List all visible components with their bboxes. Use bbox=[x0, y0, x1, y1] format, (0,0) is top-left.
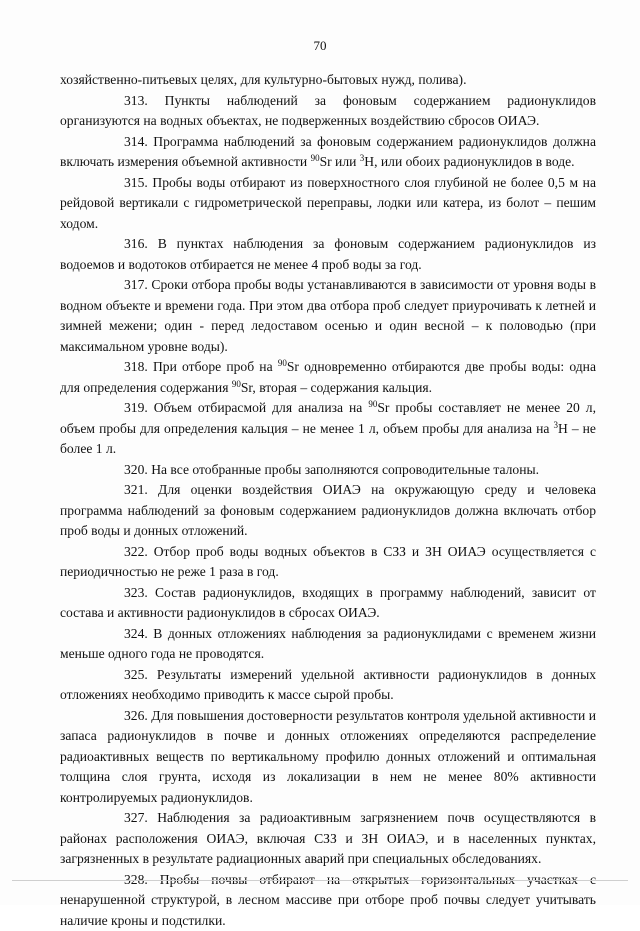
page-number: 70 bbox=[0, 38, 640, 54]
paragraph-text: Н – не более 1 л. bbox=[60, 421, 596, 457]
paragraph-text: 326. Для повышения достоверности результатов контроля удельной активности и запаса радионуклидов в почве и донных отложениях определяются распределение радиоактивных веществ по вертикальному профилю донных отложений и оптимальная толщина слоя грунта, исходя из локализации в нем не менее 80% активности контролируемых радионуклидов. bbox=[60, 708, 596, 805]
paragraph-text: Sr одновременно отбираются две пробы воды: одна для определения содержания bbox=[60, 359, 596, 395]
paragraph bbox=[60, 665, 596, 706]
paragraph-text: 322. Отбор проб воды водных объектов в СЗЗ и ЗН ОИАЭ осуществляется с периодичностью не реже 1 раза в год. bbox=[60, 544, 596, 580]
paragraph-text: 328. Пробы почвы отбирают на открытых горизонтальных участках с ненарушенной структурой, в лесном массиве при отборе проб почвы следует учитывать наличие кроны и подстилки. bbox=[60, 872, 596, 928]
paragraph bbox=[60, 275, 596, 357]
paragraph bbox=[60, 132, 596, 173]
paragraph-text: 315. Пробы воды отбирают из поверхностного слоя глубиной не более 0,5 м на рейдовой вертикали с гидрометрической переправы, лодки или катера, из болот – пешим ходом. bbox=[60, 175, 596, 231]
paragraph-text: 323. Состав радионуклидов, входящих в программу наблюдений, зависит от состава и активности радионуклидов в сбросах ОИАЭ. bbox=[60, 585, 596, 621]
paragraph bbox=[60, 542, 596, 583]
paragraph-text: 316. В пунктах наблюдения за фоновым содержанием радионуклидов из водоемов и водотоков отбирается не менее 4 проб воды за год. bbox=[60, 236, 596, 272]
paragraph-text: Sr пробы составляет не менее 20 л, объем пробы для определения кальция – не менее 1 л, объем пробы для анализа на bbox=[60, 400, 596, 436]
paragraph-text: 313. Пункты наблюдений за фоновым содержанием радионуклидов организуются на водных объектах, не подверженных воздействию сбросов ОИАЭ. bbox=[60, 93, 596, 129]
paragraph bbox=[60, 706, 596, 809]
paragraph-text: хозяйственно-питьевых целях, для культурно-бытовых нужд, полива). bbox=[60, 72, 466, 87]
paragraph bbox=[60, 357, 596, 398]
paragraph bbox=[60, 398, 596, 460]
paragraph bbox=[60, 460, 596, 481]
paragraph bbox=[60, 173, 596, 235]
paragraph-text: 321. Для оценки воздействия ОИАЭ на окружающую среду и человека программа наблюдений за фоновым содержанием радионуклидов должна включать отбор проб воды и донных отложений. bbox=[60, 482, 596, 538]
document-body bbox=[60, 70, 596, 931]
paragraph-text: 327. Наблюдения за радиоактивным загрязнением почв осуществляются в районах расположения ОИАЭ, включая СЗЗ и ЗН ОИАЭ, и в населенных пунктах, загрязненных в результате радиационных аварий при специальных обследованиях. bbox=[60, 810, 596, 866]
paragraph-text: 324. В донных отложениях наблюдения за радионуклидами с временем жизни меньше одного года не проводятся. bbox=[60, 626, 596, 662]
paragraph-text: 318. При отборе проб на bbox=[124, 359, 278, 374]
isotope-mass-number: 90 bbox=[278, 358, 287, 368]
paragraph bbox=[60, 91, 596, 132]
paragraph-text: 320. На все отобранные пробы заполняются сопроводительные талоны. bbox=[124, 462, 539, 477]
paragraph bbox=[60, 870, 596, 931]
paragraph-text: Н, или обоих радионуклидов в воде. bbox=[364, 154, 574, 169]
isotope-mass-number: 3 bbox=[360, 153, 365, 163]
paragraph-text: 317. Сроки отбора пробы воды устанавливаются в зависимости от уровня воды в водном объекте и времени года. При этом два отбора проб следует приурочивать к летней и зимней межени; один - перед ледоставом осенью и один весной – к половодью (при максимальном уровне воды). bbox=[60, 277, 596, 354]
paragraph bbox=[60, 583, 596, 624]
paragraph-text: 325. Результаты измерений удельной активности радионуклидов в донных отложениях необходимо приводить к массе сырой пробы. bbox=[60, 667, 596, 703]
paragraph bbox=[60, 808, 596, 870]
paragraph-text: Sr или bbox=[320, 154, 360, 169]
isotope-mass-number: 90 bbox=[311, 153, 320, 163]
paragraph-text: 319. Объем отбирасмой для анализа на bbox=[124, 400, 368, 415]
scan-edge-line bbox=[12, 880, 628, 881]
paragraph bbox=[60, 624, 596, 665]
isotope-mass-number: 90 bbox=[368, 399, 377, 409]
paragraph bbox=[60, 234, 596, 275]
paragraph bbox=[60, 480, 596, 542]
paragraph-text: Sr, вторая – содержания кальция. bbox=[241, 380, 432, 395]
paragraph-text: 314. Программа наблюдений за фоновым содержанием радионуклидов должна включать измерения объемной активности bbox=[60, 134, 596, 170]
paragraph bbox=[60, 70, 596, 91]
isotope-mass-number: 90 bbox=[232, 379, 241, 389]
isotope-mass-number: 3 bbox=[553, 420, 558, 430]
